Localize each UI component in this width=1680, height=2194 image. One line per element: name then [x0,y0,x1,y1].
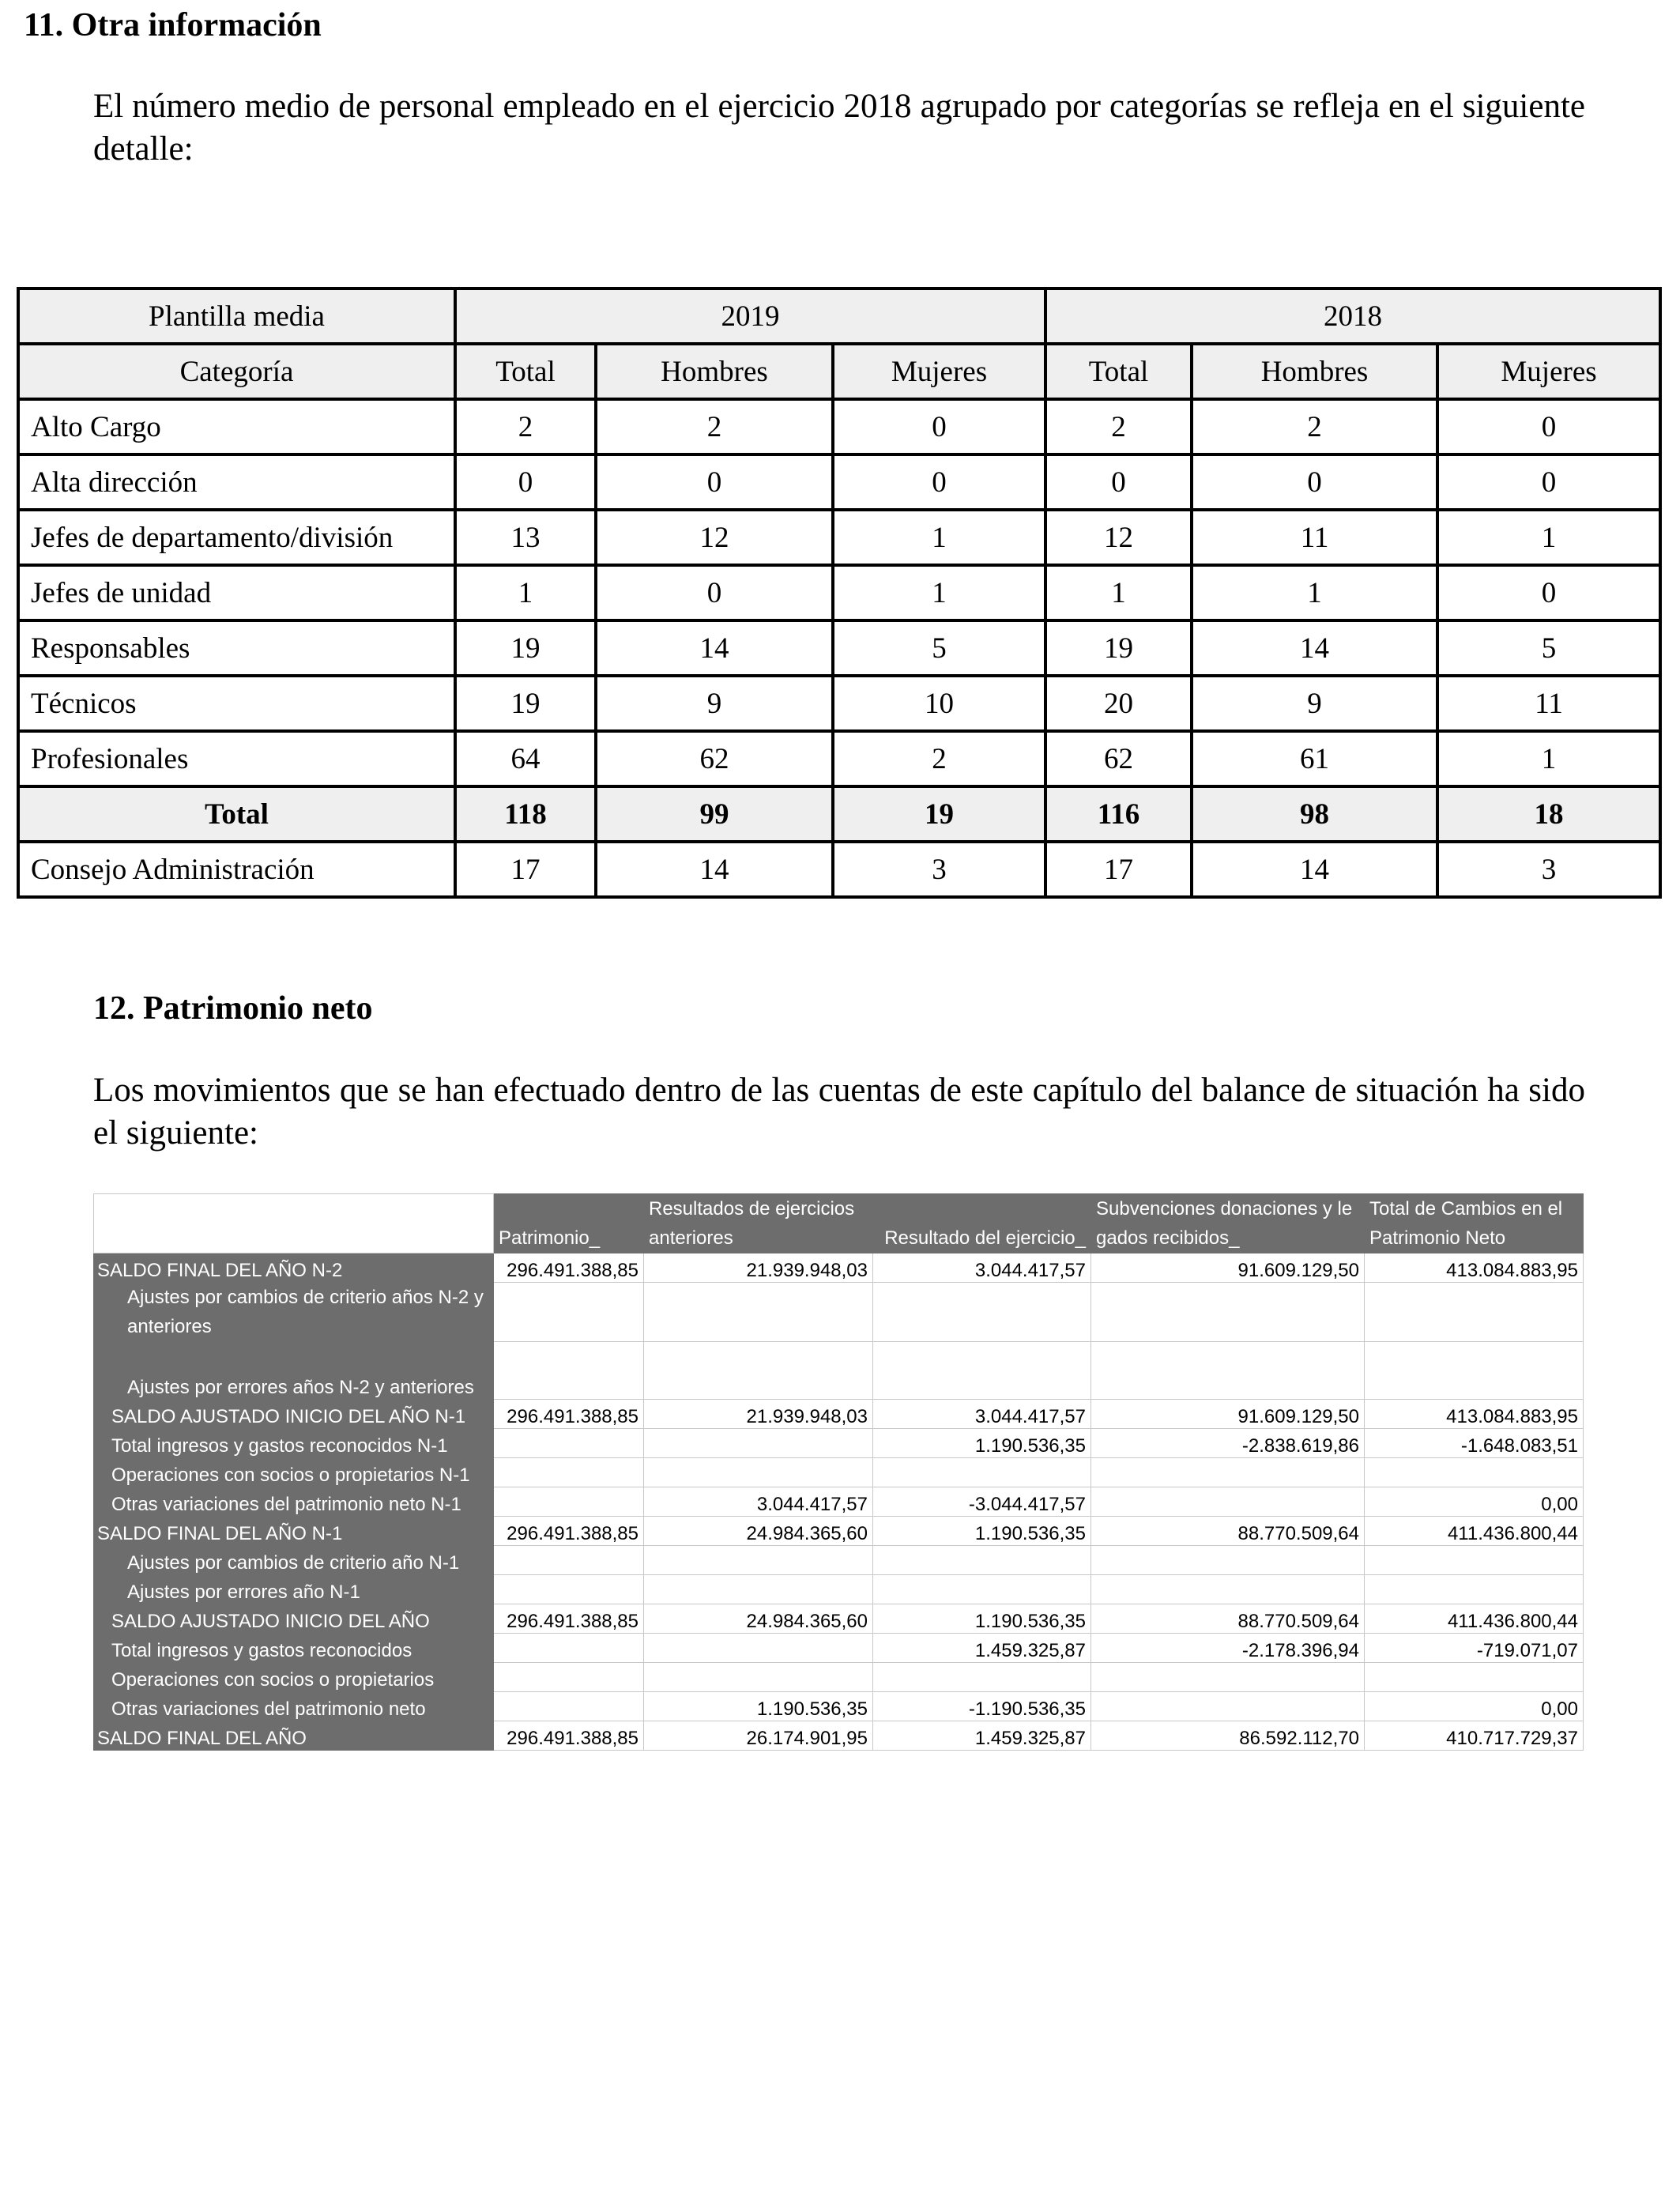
equity-row [94,1517,1584,1546]
section-12-paragraph: Los movimientos que se han efectuado dentro de las cuentas de este capítulo del balance de situación ha sido el siguiente: [93,1072,1585,1152]
equity-value-cell: 1.459.325,87 [873,1721,1091,1751]
value-cell: 62 [596,731,833,786]
value-cell: 12 [596,510,833,565]
equity-value-cell [1365,1342,1584,1400]
staff-total-row [18,786,1660,842]
equity-value-cell [1091,1342,1365,1400]
value-cell: 1 [833,565,1045,620]
equity-value-cell [1365,1575,1584,1604]
equity-row [94,1663,1584,1692]
value-cell: 0 [1437,565,1660,620]
equity-value-cell: 1.459.325,87 [873,1634,1091,1663]
equity-row [94,1575,1584,1604]
equity-row-label: Ajustes por errores años N-2 y anteriores [94,1342,494,1400]
equity-value-cell: -1.648.083,51 [1365,1429,1584,1458]
value-cell: 14 [1192,620,1437,676]
equity-value-cell: 410.717.729,37 [1365,1721,1584,1751]
equity-value-cell [494,1546,644,1575]
category-cell: Profesionales [18,731,455,786]
equity-row [94,1342,1584,1400]
equity-value-cell: 91.609.129,50 [1091,1253,1365,1283]
equity-value-cell: 86.592.112,70 [1091,1721,1365,1751]
value-cell: 19 [455,676,596,731]
section-11-paragraph: El número medio de personal empleado en el ejercicio 2018 agrupado por categorías se refleja en el siguiente detalle: [93,88,1585,168]
equity-value-cell: 88.770.509,64 [1091,1604,1365,1634]
equity-value-cell [1091,1575,1365,1604]
category-cell: Alta dirección [18,454,455,510]
value-cell: 1 [1437,510,1660,565]
equity-value-cell: 24.984.365,60 [644,1517,873,1546]
equity-row-label: Ajustes por cambios de criterio año N-1 [94,1546,494,1575]
equity-value-cell: 0,00 [1365,1487,1584,1517]
value-cell: 1 [833,510,1045,565]
staff-row [18,399,1660,454]
staff-council-row [18,842,1660,897]
equity-row [94,1692,1584,1721]
equity-value-cell: 3.044.417,57 [873,1400,1091,1429]
value-cell: 1 [1437,731,1660,786]
equity-row-label: Total ingresos y gastos reconocidos N-1 [94,1429,494,1458]
equity-row [94,1487,1584,1517]
equity-value-cell [644,1342,873,1400]
equity-value-cell [644,1663,873,1692]
staff-table [17,287,1662,899]
equity-row-label: SALDO FINAL DEL AÑO N-2 [94,1253,494,1283]
value-cell: 11 [1192,510,1437,565]
value-cell: 20 [1045,676,1192,731]
equity-row [94,1604,1584,1634]
value-cell: 64 [455,731,596,786]
section-11-heading: 11. Otra información [24,7,322,43]
value-cell: 5 [1437,620,1660,676]
equity-row-label: Operaciones con socios o propietarios N-1 [94,1458,494,1487]
category-cell: Total [18,786,455,842]
value-cell: 5 [833,620,1045,676]
equity-value-cell: 3.044.417,57 [873,1253,1091,1283]
value-cell: 0 [596,565,833,620]
equity-value-cell [1091,1692,1365,1721]
equity-value-cell [873,1342,1091,1400]
staff-row [18,510,1660,565]
value-cell: 18 [1437,786,1660,842]
equity-value-cell [1091,1283,1365,1342]
header-cell: Subvenciones donaciones y le gados recibidos_ [1091,1194,1365,1253]
equity-value-cell [644,1458,873,1487]
header-cell: Total de Cambios en el Patrimonio Neto [1365,1194,1584,1253]
value-cell: 118 [455,786,596,842]
category-cell: Alto Cargo [18,399,455,454]
equity-value-cell: 296.491.388,85 [494,1253,644,1283]
value-cell: 10 [833,676,1045,731]
value-cell: 14 [596,842,833,897]
category-cell: Responsables [18,620,455,676]
equity-value-cell [873,1663,1091,1692]
staff-row [18,565,1660,620]
equity-value-cell [873,1575,1091,1604]
equity-row-label: Ajustes por errores año N-1 [94,1575,494,1604]
staff-subheader-row [18,344,1660,399]
equity-value-cell [873,1546,1091,1575]
equity-value-cell: -2.838.619,86 [1091,1429,1365,1458]
equity-value-cell [494,1429,644,1458]
value-cell: 0 [455,454,596,510]
equity-value-cell [494,1487,644,1517]
value-cell: 2 [833,731,1045,786]
equity-value-cell [1091,1458,1365,1487]
value-cell: 2 [455,399,596,454]
header-cell: Mujeres [1437,344,1660,399]
equity-row-label: SALDO AJUSTADO INICIO DEL AÑO N-1 [94,1400,494,1429]
header-cell: Patrimonio_ [494,1194,644,1253]
equity-value-cell: 296.491.388,85 [494,1400,644,1429]
equity-value-cell: 0,00 [1365,1692,1584,1721]
equity-value-cell [1365,1546,1584,1575]
equity-row-label: Operaciones con socios o propietarios [94,1663,494,1692]
equity-value-cell [494,1634,644,1663]
value-cell: 1 [1045,565,1192,620]
value-cell: 13 [455,510,596,565]
equity-row-label: SALDO AJUSTADO INICIO DEL AÑO [94,1604,494,1634]
equity-value-cell: 3.044.417,57 [644,1487,873,1517]
value-cell: 116 [1045,786,1192,842]
value-cell: 12 [1045,510,1192,565]
value-cell: 0 [1045,454,1192,510]
equity-value-cell: 1.190.536,35 [873,1517,1091,1546]
header-cell: Hombres [1192,344,1437,399]
equity-value-cell [494,1663,644,1692]
header-cell: Hombres [596,344,833,399]
equity-row-label: Total ingresos y gastos reconocidos [94,1634,494,1663]
equity-value-cell [1365,1283,1584,1342]
value-cell: 19 [833,786,1045,842]
equity-value-cell: 91.609.129,50 [1091,1400,1365,1429]
equity-row [94,1458,1584,1487]
value-cell: 9 [596,676,833,731]
value-cell: 14 [1192,842,1437,897]
header-cell: Resultado del ejercicio_ [873,1194,1091,1253]
equity-value-cell: 88.770.509,64 [1091,1517,1365,1546]
equity-value-cell [644,1429,873,1458]
value-cell: 62 [1045,731,1192,786]
equity-value-cell: -3.044.417,57 [873,1487,1091,1517]
equity-value-cell [873,1458,1091,1487]
category-cell: Jefes de departamento/división [18,510,455,565]
equity-value-cell: 1.190.536,35 [873,1604,1091,1634]
equity-row-label: SALDO FINAL DEL AÑO [94,1721,494,1751]
equity-row [94,1546,1584,1575]
value-cell: 0 [596,454,833,510]
value-cell: 1 [1192,565,1437,620]
value-cell: 0 [833,454,1045,510]
value-cell: 17 [1045,842,1192,897]
equity-row [94,1721,1584,1751]
value-cell: 19 [1045,620,1192,676]
staff-row [18,731,1660,786]
staff-header-row [18,288,1660,344]
staff-row [18,676,1660,731]
equity-value-cell [644,1575,873,1604]
equity-row-label: Otras variaciones del patrimonio neto N-1 [94,1487,494,1517]
value-cell: 2 [596,399,833,454]
value-cell: 11 [1437,676,1660,731]
value-cell: 2 [1045,399,1192,454]
equity-value-cell [494,1283,644,1342]
equity-value-cell: 411.436.800,44 [1365,1604,1584,1634]
equity-value-cell [494,1692,644,1721]
equity-row [94,1283,1584,1342]
equity-value-cell: 296.491.388,85 [494,1721,644,1751]
category-cell: Técnicos [18,676,455,731]
category-cell: Jefes de unidad [18,565,455,620]
equity-row-label: Otras variaciones del patrimonio neto [94,1692,494,1721]
equity-row [94,1634,1584,1663]
equity-value-cell: 1.190.536,35 [644,1692,873,1721]
equity-value-cell: 1.190.536,35 [873,1429,1091,1458]
equity-row [94,1429,1584,1458]
equity-header-row [94,1194,1584,1253]
equity-value-cell [644,1634,873,1663]
equity-row [94,1400,1584,1429]
equity-table [93,1193,1584,1751]
equity-value-cell: 411.436.800,44 [1365,1517,1584,1546]
equity-value-cell [1091,1546,1365,1575]
equity-value-cell [494,1575,644,1604]
header-cell: Total [1045,344,1192,399]
equity-value-cell: 24.984.365,60 [644,1604,873,1634]
value-cell: 19 [455,620,596,676]
header-cell: 2019 [455,288,1045,344]
value-cell: 9 [1192,676,1437,731]
equity-value-cell [644,1283,873,1342]
equity-value-cell [1365,1458,1584,1487]
equity-value-cell: 413.084.883,95 [1365,1253,1584,1283]
equity-value-cell [494,1458,644,1487]
header-cell [94,1194,494,1253]
equity-value-cell: -719.071,07 [1365,1634,1584,1663]
header-cell: Total [455,344,596,399]
value-cell: 98 [1192,786,1437,842]
equity-value-cell [873,1283,1091,1342]
value-cell: 0 [1437,454,1660,510]
value-cell: 0 [1437,399,1660,454]
equity-value-cell: -1.190.536,35 [873,1692,1091,1721]
equity-value-cell: 296.491.388,85 [494,1517,644,1546]
staff-row [18,620,1660,676]
equity-value-cell: 21.939.948,03 [644,1400,873,1429]
equity-value-cell [1091,1663,1365,1692]
header-cell: Resultados de ejercicios anteriores [644,1194,873,1253]
header-cell: Categoría [18,344,455,399]
equity-value-cell: 413.084.883,95 [1365,1400,1584,1429]
value-cell: 2 [1192,399,1437,454]
equity-value-cell: 26.174.901,95 [644,1721,873,1751]
header-cell: Mujeres [833,344,1045,399]
header-cell: 2018 [1045,288,1660,344]
staff-row [18,454,1660,510]
header-cell: Plantilla media [18,288,455,344]
value-cell: 1 [455,565,596,620]
equity-value-cell [1091,1487,1365,1517]
value-cell: 3 [833,842,1045,897]
equity-value-cell: 296.491.388,85 [494,1604,644,1634]
value-cell: 99 [596,786,833,842]
equity-row-label: SALDO FINAL DEL AÑO N-1 [94,1517,494,1546]
value-cell: 0 [1192,454,1437,510]
equity-row-label: Ajustes por cambios de criterio años N-2 y anteriores [94,1283,494,1342]
value-cell: 61 [1192,731,1437,786]
value-cell: 17 [455,842,596,897]
equity-value-cell [644,1546,873,1575]
equity-value-cell [1365,1663,1584,1692]
section-12-heading: 12. Patrimonio neto [93,990,373,1027]
equity-value-cell: 21.939.948,03 [644,1253,873,1283]
equity-value-cell: -2.178.396,94 [1091,1634,1365,1663]
value-cell: 0 [833,399,1045,454]
value-cell: 14 [596,620,833,676]
value-cell: 3 [1437,842,1660,897]
equity-row [94,1253,1584,1283]
equity-value-cell [494,1342,644,1400]
category-cell: Consejo Administración [18,842,455,897]
